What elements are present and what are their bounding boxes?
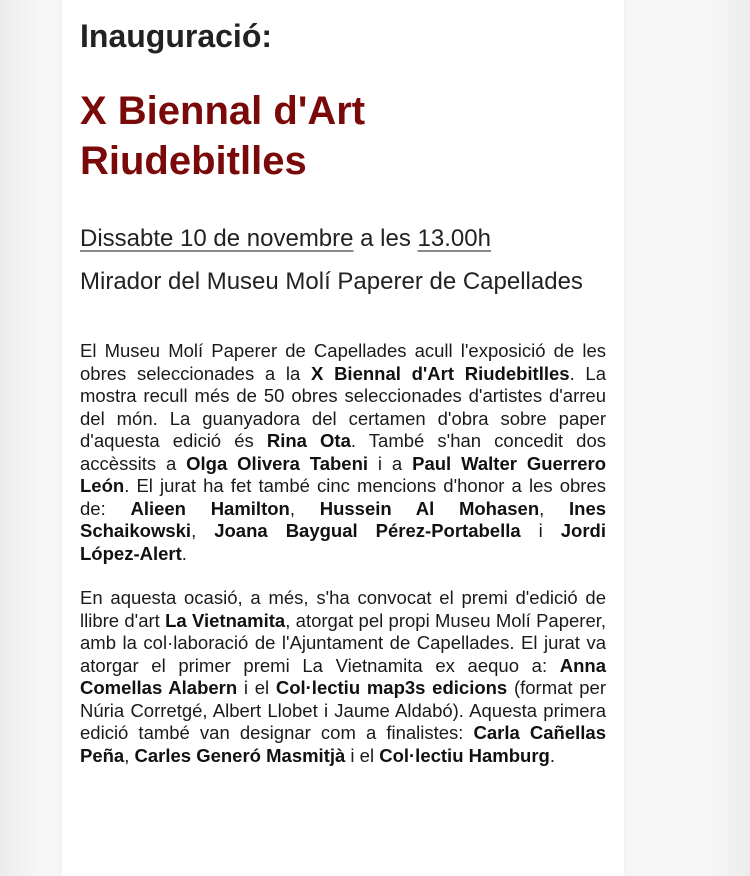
p2-bold-finalist-2: Carles Generó Masmitjà xyxy=(134,744,346,766)
p1-bold-winner: Rina Ota xyxy=(266,430,351,451)
p2-bold-finalist-1: Carla Cañellas Peña xyxy=(80,722,606,766)
p2-bold-vietnamita: La Vietnamita xyxy=(165,609,286,631)
p1-bold-biennal: X Biennal d'Art Riudebitlles xyxy=(311,362,570,384)
p1-bold-accessit-1: Olga Olivera Tabeni xyxy=(186,452,369,474)
p2-text-7: . xyxy=(549,744,555,766)
p2-bold-finalist-3: Col·lectiu Hamburg xyxy=(379,744,550,766)
event-time-connector: a les xyxy=(353,225,418,252)
p1-bold-accessit-2: Paul Walter Guerrero León xyxy=(80,452,606,496)
p1-text-4: i a xyxy=(368,452,413,474)
p1-bold-mention-4: Joana Baygual Pérez-Portabella xyxy=(214,520,521,541)
event-date-link[interactable]: Dissabte 10 de novembre xyxy=(80,225,354,252)
p1-bold-mention-2: Hussein Al Mohasen xyxy=(319,497,540,519)
event-datetime xyxy=(80,224,606,254)
p2-text-6: i el xyxy=(345,744,380,766)
event-title xyxy=(80,86,606,186)
p1-bold-mention-3: Ines Schaikowski xyxy=(80,497,607,541)
p1-text-6: , xyxy=(289,497,320,519)
p2-bold-winner-2: Col·lectiu map3s edicions xyxy=(275,677,508,698)
p1-text-5: . El jurat ha fet també cinc mencions d'honor a les obres de: xyxy=(80,475,606,519)
event-title-line2: Riudebitlles xyxy=(80,139,307,183)
p2-text-1: En aquesta ocasió, a més, s'ha convocat el premi d'edició de llibre d'art xyxy=(80,587,606,631)
p2-bold-winner-1: Anna Comellas Alabern xyxy=(80,654,606,698)
article-content xyxy=(80,16,606,767)
p1-text-8: , xyxy=(191,520,215,541)
description-paragraph-2 xyxy=(80,587,606,767)
event-time-link[interactable]: 13.00h xyxy=(417,225,491,252)
event-place: Mirador del Museu Molí Paperer de Capellades xyxy=(80,268,583,295)
p1-text-3: . També s'han concedit dos accèssits a xyxy=(80,430,606,474)
p1-bold-mention-1: Alieen Hamilton xyxy=(130,497,290,519)
p2-text-5: , xyxy=(124,744,135,766)
p1-text-9: i xyxy=(520,520,561,541)
p1-text-1: El Museu Molí Paperer de Capellades acull l'exposició de les obres seleccionades a la xyxy=(80,340,606,384)
p1-bold-mention-5: Jordi López-Alert xyxy=(80,520,606,564)
article-card xyxy=(62,0,624,876)
kicker-heading: Inauguració: xyxy=(80,18,273,54)
p2-text-4: (format per Núria Corretgé, Albert Llobet i Jaume Aldabó). Aquesta primera edició també van designar com a finalistes: xyxy=(80,677,606,743)
p2-text-2: , atorgat pel propi Museu Molí Paperer, amb la col·laboració de l'Ajuntament de Capellades. El jurat va atorgar el primer premi La Vietnamita ex aequo a: xyxy=(80,609,607,676)
event-title-line1: X Biennal d'Art xyxy=(80,89,366,133)
p2-text-3: i el xyxy=(237,677,276,698)
description-paragraph-1 xyxy=(80,340,606,565)
p1-text-7: , xyxy=(539,497,569,519)
p1-text-10: . xyxy=(181,542,187,564)
p1-text-2: . La mostra recull més de 50 obres seleccionades d'artistes d'arreu del món. La guanyadora del certamen d'obra sobre paper d'aquesta edició és xyxy=(80,362,606,451)
